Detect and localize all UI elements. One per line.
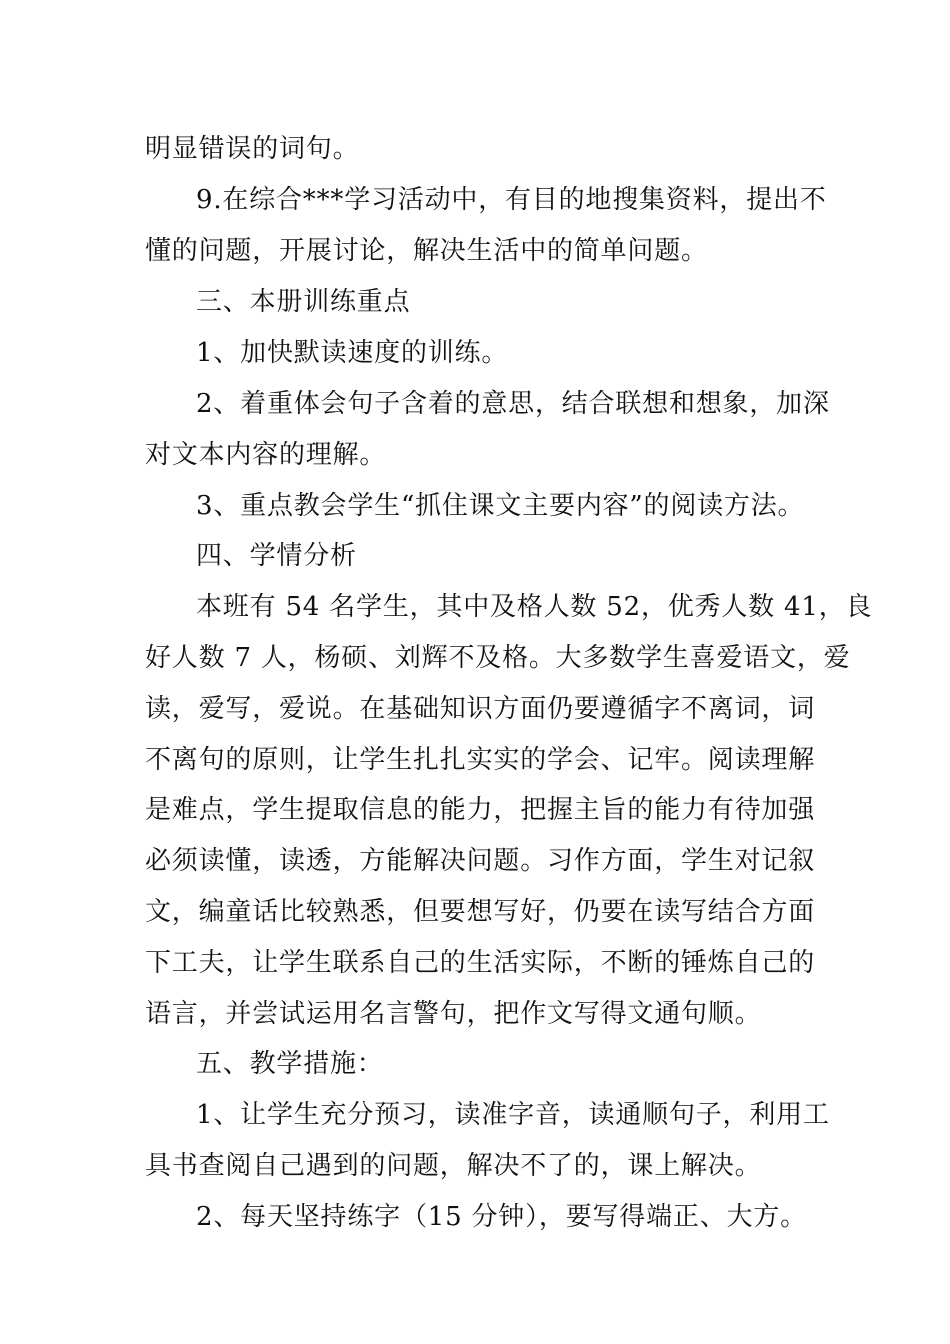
text-line: 对文本内容的理解。 [145, 440, 387, 470]
text-line: 读，爱写，爱说。在基础知识方面仍要遵循字不离词，词 [145, 694, 816, 724]
text-line: 语言，并尝试运用名言警句，把作文写得文通句顺。 [145, 999, 762, 1029]
text-line: 好人数 7 人，杨硕、刘辉不及格。大多数学生喜爱语文，爱 [145, 643, 851, 673]
text-line: 3、重点教会学生“抓住课文主要内容”的阅读方法。 [196, 491, 805, 521]
text-line: 下工夫，让学生联系自己的生活实际，不断的锤炼自己的 [145, 948, 816, 978]
text-line: 具书查阅自己遇到的问题，解决不了的，课上解决。 [145, 1151, 762, 1181]
section-heading: 三、本册训练重点 [196, 287, 411, 317]
text-line: 文，编童话比较熟悉，但要想写好，仍要在读写结合方面 [145, 897, 816, 927]
text-line: 1、让学生充分预习，读准字音，读通顺句子，利用工 [196, 1100, 830, 1130]
text-line: 2、每天坚持练字（15 分钟），要写得端正、大方。 [196, 1202, 807, 1232]
text-line: 明显错误的词句。 [145, 134, 360, 164]
text-line: 懂的问题，开展讨论，解决生活中的简单问题。 [145, 236, 708, 266]
section-heading: 五、教学措施： [196, 1049, 384, 1079]
text-line: 不离句的原则，让学生扎扎实实的学会、记牢。阅读理解 [145, 745, 816, 775]
text-line: 9.在综合***学习活动中，有目的地搜集资料，提出不 [196, 185, 827, 215]
text-line: 本班有 54 名学生，其中及格人数 52，优秀人数 41，良 [196, 592, 873, 622]
text-line: 必须读懂，读透，方能解决问题。习作方面，学生对记叙 [145, 846, 816, 876]
text-line: 1、加快默读速度的训练。 [196, 338, 509, 368]
text-line: 2、着重体会句子含着的意思，结合联想和想象，加深 [196, 389, 830, 419]
text-line: 是难点，学生提取信息的能力，把握主旨的能力有待加强 [145, 795, 816, 825]
section-heading: 四、学情分析 [196, 541, 357, 571]
